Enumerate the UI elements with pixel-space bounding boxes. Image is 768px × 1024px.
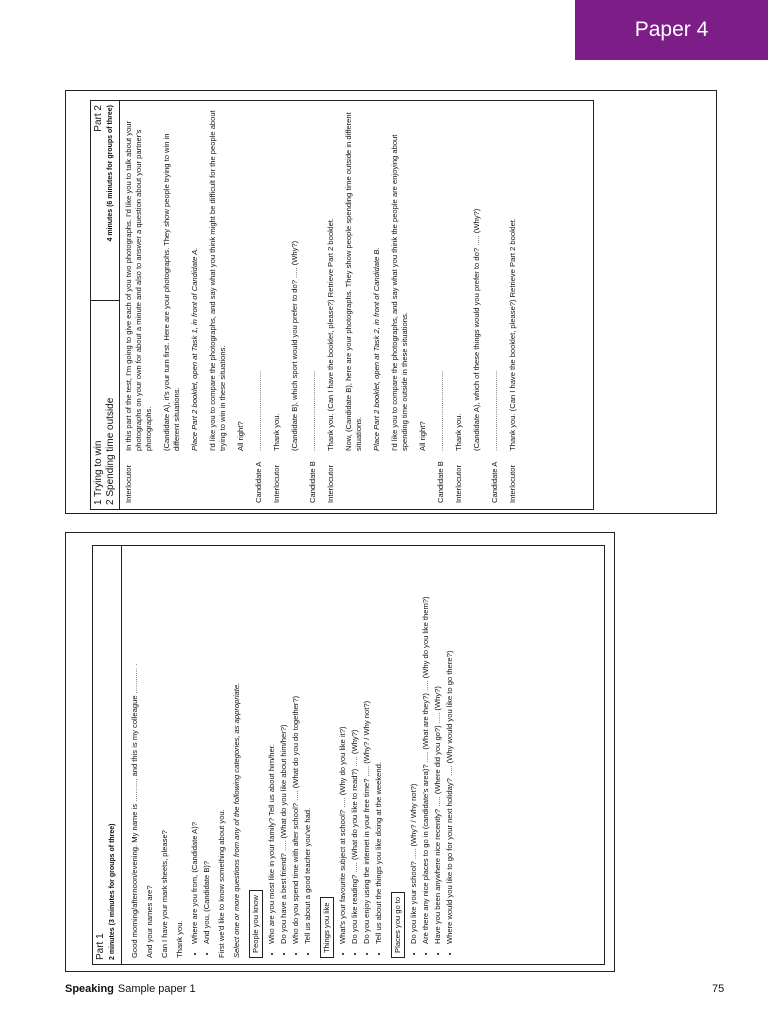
speaker: [190, 451, 204, 503]
speech-line: ......................................: [436, 370, 445, 451]
speaker: Interlocutor: [454, 465, 463, 503]
task-1-title: 1 Trying to win: [93, 440, 104, 505]
speech-line: (Candidate A), which of these things would you prefer to do? ..... (Why?): [472, 208, 481, 451]
paper-badge: Paper 4: [575, 0, 768, 60]
speech-line: (Candidate B), which sport would you prefer to do? ..... (Why?): [290, 240, 299, 451]
part2-panel: [90, 100, 583, 510]
speaker: [162, 451, 186, 503]
speaker: [236, 451, 250, 503]
footer-section: [65, 983, 196, 995]
part1-script: [122, 545, 605, 965]
where-list: [190, 552, 212, 958]
part2-tasks: [91, 300, 119, 509]
script-row: [436, 107, 450, 503]
intro-line: Can I have your mark sheets, please?: [160, 830, 169, 958]
footer-section-name: Speaking: [65, 983, 114, 995]
speech-line: Thank you. (Can I have the booklet, please?) Retrieve Part 2 booklet.: [508, 217, 517, 451]
question-groups: [247, 552, 455, 958]
speech: [372, 107, 386, 451]
speech: [508, 107, 522, 451]
script-row: [190, 107, 204, 503]
speech: [290, 107, 304, 451]
part1-duration: 2 minutes (3 minutes for groups of three): [109, 823, 116, 960]
speech-line: ......................................: [254, 370, 263, 451]
where-item: • And you, (Candidate B)?: [202, 552, 212, 944]
speaker: [372, 451, 386, 503]
part1-header: [92, 545, 122, 965]
speech: [472, 107, 486, 451]
script-row: [344, 107, 368, 503]
intro-line: Thank you.: [175, 920, 184, 958]
speaker: Candidate A: [254, 461, 263, 503]
script-row: [490, 107, 504, 503]
script-row: [254, 107, 268, 503]
speech: [436, 107, 450, 451]
speech: [454, 107, 468, 451]
speaker: [208, 451, 232, 503]
script-row: [472, 107, 486, 503]
speaker: [390, 451, 414, 503]
speech-line: In this part of the test, I'm going to give each of you two photographs. I'd like you to talk about your photographs on your own for about a minute and also to answer a question about your partner's photographs.: [124, 120, 153, 451]
script-row: [124, 107, 158, 503]
footer-subtitle: Sample paper 1: [117, 983, 196, 995]
script-row: [326, 107, 340, 503]
speaker: Candidate B: [308, 461, 317, 503]
speech-line: Place Part 2 booklet, open at Task 2, in front of Candidate B.: [372, 247, 381, 451]
speech-line: (Candidate A), it's your turn first. Here are your photographs. They show people trying to win in different situations.: [162, 133, 181, 451]
question-item: • Are there any nice places to go in (candidate's area)? ..... (What are they?) ..... (Why do you like them?): [421, 552, 431, 944]
speaker: [472, 451, 486, 503]
script-row: [236, 107, 250, 503]
part1-panel: [92, 545, 589, 965]
question-item: • Do you like reading? ..... (What do you like to read?) ..... (Why?): [350, 552, 360, 944]
speech: [272, 107, 286, 451]
speaker: Interlocutor: [508, 465, 517, 503]
question-item: • Do you enjoy using the internet in your free time? ..... (Why? / Why not?): [362, 552, 372, 944]
part1-title: Part 1: [95, 933, 106, 960]
speech-line: Thank you.: [454, 413, 463, 451]
first-line: First we'd like to know something about you.: [217, 809, 226, 958]
question-list: [338, 552, 384, 958]
script-row: [290, 107, 304, 503]
speaker: [344, 451, 368, 503]
question-item: • Tell us about the things you like doing at the weekend.: [374, 552, 384, 944]
speech-line: Thank you. (Can I have the booklet, please?) Retrieve Part 2 booklet.: [326, 217, 335, 451]
part2-script: [120, 100, 594, 510]
script-row: [390, 107, 414, 503]
speech: [190, 107, 204, 451]
speaker: Candidate B: [436, 461, 445, 503]
intro-line: Good morning/afternoon/evening. My name is ........... and this is my colleague ............ .: [130, 663, 139, 958]
script-row: [508, 107, 522, 503]
category-label: People you know: [249, 890, 263, 958]
question-list: [409, 552, 455, 958]
script-row: [208, 107, 232, 503]
speaker: [418, 451, 432, 503]
question-item: • Where would you like to go for your next holiday? ..... (Why would you like to go there?): [445, 552, 455, 944]
question-item: • Who are you most like in your family? Tell us about him/her.: [267, 552, 277, 944]
speech-line: Now, (Candidate B), here are your photographs. They show people spending time outside in different situations.: [344, 112, 363, 451]
part2-timing: [91, 101, 119, 300]
part2-header: [90, 100, 120, 510]
speech-line: Place Part 2 booklet, open at Task 1, in front of Candidate A.: [190, 247, 199, 451]
script-row: [162, 107, 186, 503]
speaker: [290, 451, 304, 503]
speech: [254, 107, 268, 451]
speech: [390, 107, 414, 451]
speech-line: All right?: [236, 421, 245, 451]
speech: [326, 107, 340, 451]
part1-timing: [93, 756, 121, 964]
part2-duration: 4 minutes (6 minutes for groups of three): [107, 105, 114, 242]
speech: [236, 107, 250, 451]
select-instruction: Select one or more questions from any of the following categories, as appropriate.: [232, 682, 241, 958]
speaker: Interlocutor: [124, 465, 133, 503]
speech: [308, 107, 322, 451]
question-item: • Do you like your school? ..... (Why? / Why not?): [409, 552, 419, 944]
speech: [490, 107, 504, 451]
speech: [124, 107, 158, 451]
speech: [418, 107, 432, 451]
question-item: • Tell us about a good teacher you've had.: [303, 552, 313, 944]
speaker: Interlocutor: [326, 465, 335, 503]
page-number: 75: [712, 983, 725, 995]
question-item: • Do you have a best friend? ..... (What do you like about him/her?): [279, 552, 289, 944]
speech-line: I'd like you to compare the photographs, and say what you think might be difficult for the people about trying to win in these situations.: [208, 110, 227, 451]
script-row: [272, 107, 286, 503]
speech-line: ......................................: [490, 370, 499, 451]
speech: [162, 107, 186, 451]
speaker: Interlocutor: [272, 465, 281, 503]
category-label: Places you go to: [391, 892, 405, 958]
script-row: [454, 107, 468, 503]
speaker: Candidate A: [490, 461, 499, 503]
speech-line: I'd like you to compare the photographs, and say what you think the people are enjoying about spending time outside in these situations.: [390, 134, 409, 451]
speech-line: Thank you.: [272, 413, 281, 451]
speech-line: All right?: [418, 421, 427, 451]
script-row: [418, 107, 432, 503]
task-2-title: 2 Spending time outside: [105, 397, 116, 505]
question-item: • What's your favourite subject at school? ..... (Why do you like it?): [338, 552, 348, 944]
speech: [344, 107, 368, 451]
script-row: [372, 107, 386, 503]
script-row: [308, 107, 322, 503]
question-item: • Who do you spend time with after school? ..... (What do you do together?): [291, 552, 301, 944]
speech-line: ......................................: [308, 370, 317, 451]
where-item: • Where are you from, (Candidate A)?: [190, 552, 200, 944]
category-label: Things you like: [320, 897, 334, 958]
part2-title: Part 2: [93, 105, 104, 132]
question-item: • Have you been anywhere nice recently? ..... (Where did you go?) ..... (Why?): [433, 552, 443, 944]
question-list: [267, 552, 313, 958]
intro-line: And your names are?: [145, 885, 154, 958]
speech: [208, 107, 232, 451]
